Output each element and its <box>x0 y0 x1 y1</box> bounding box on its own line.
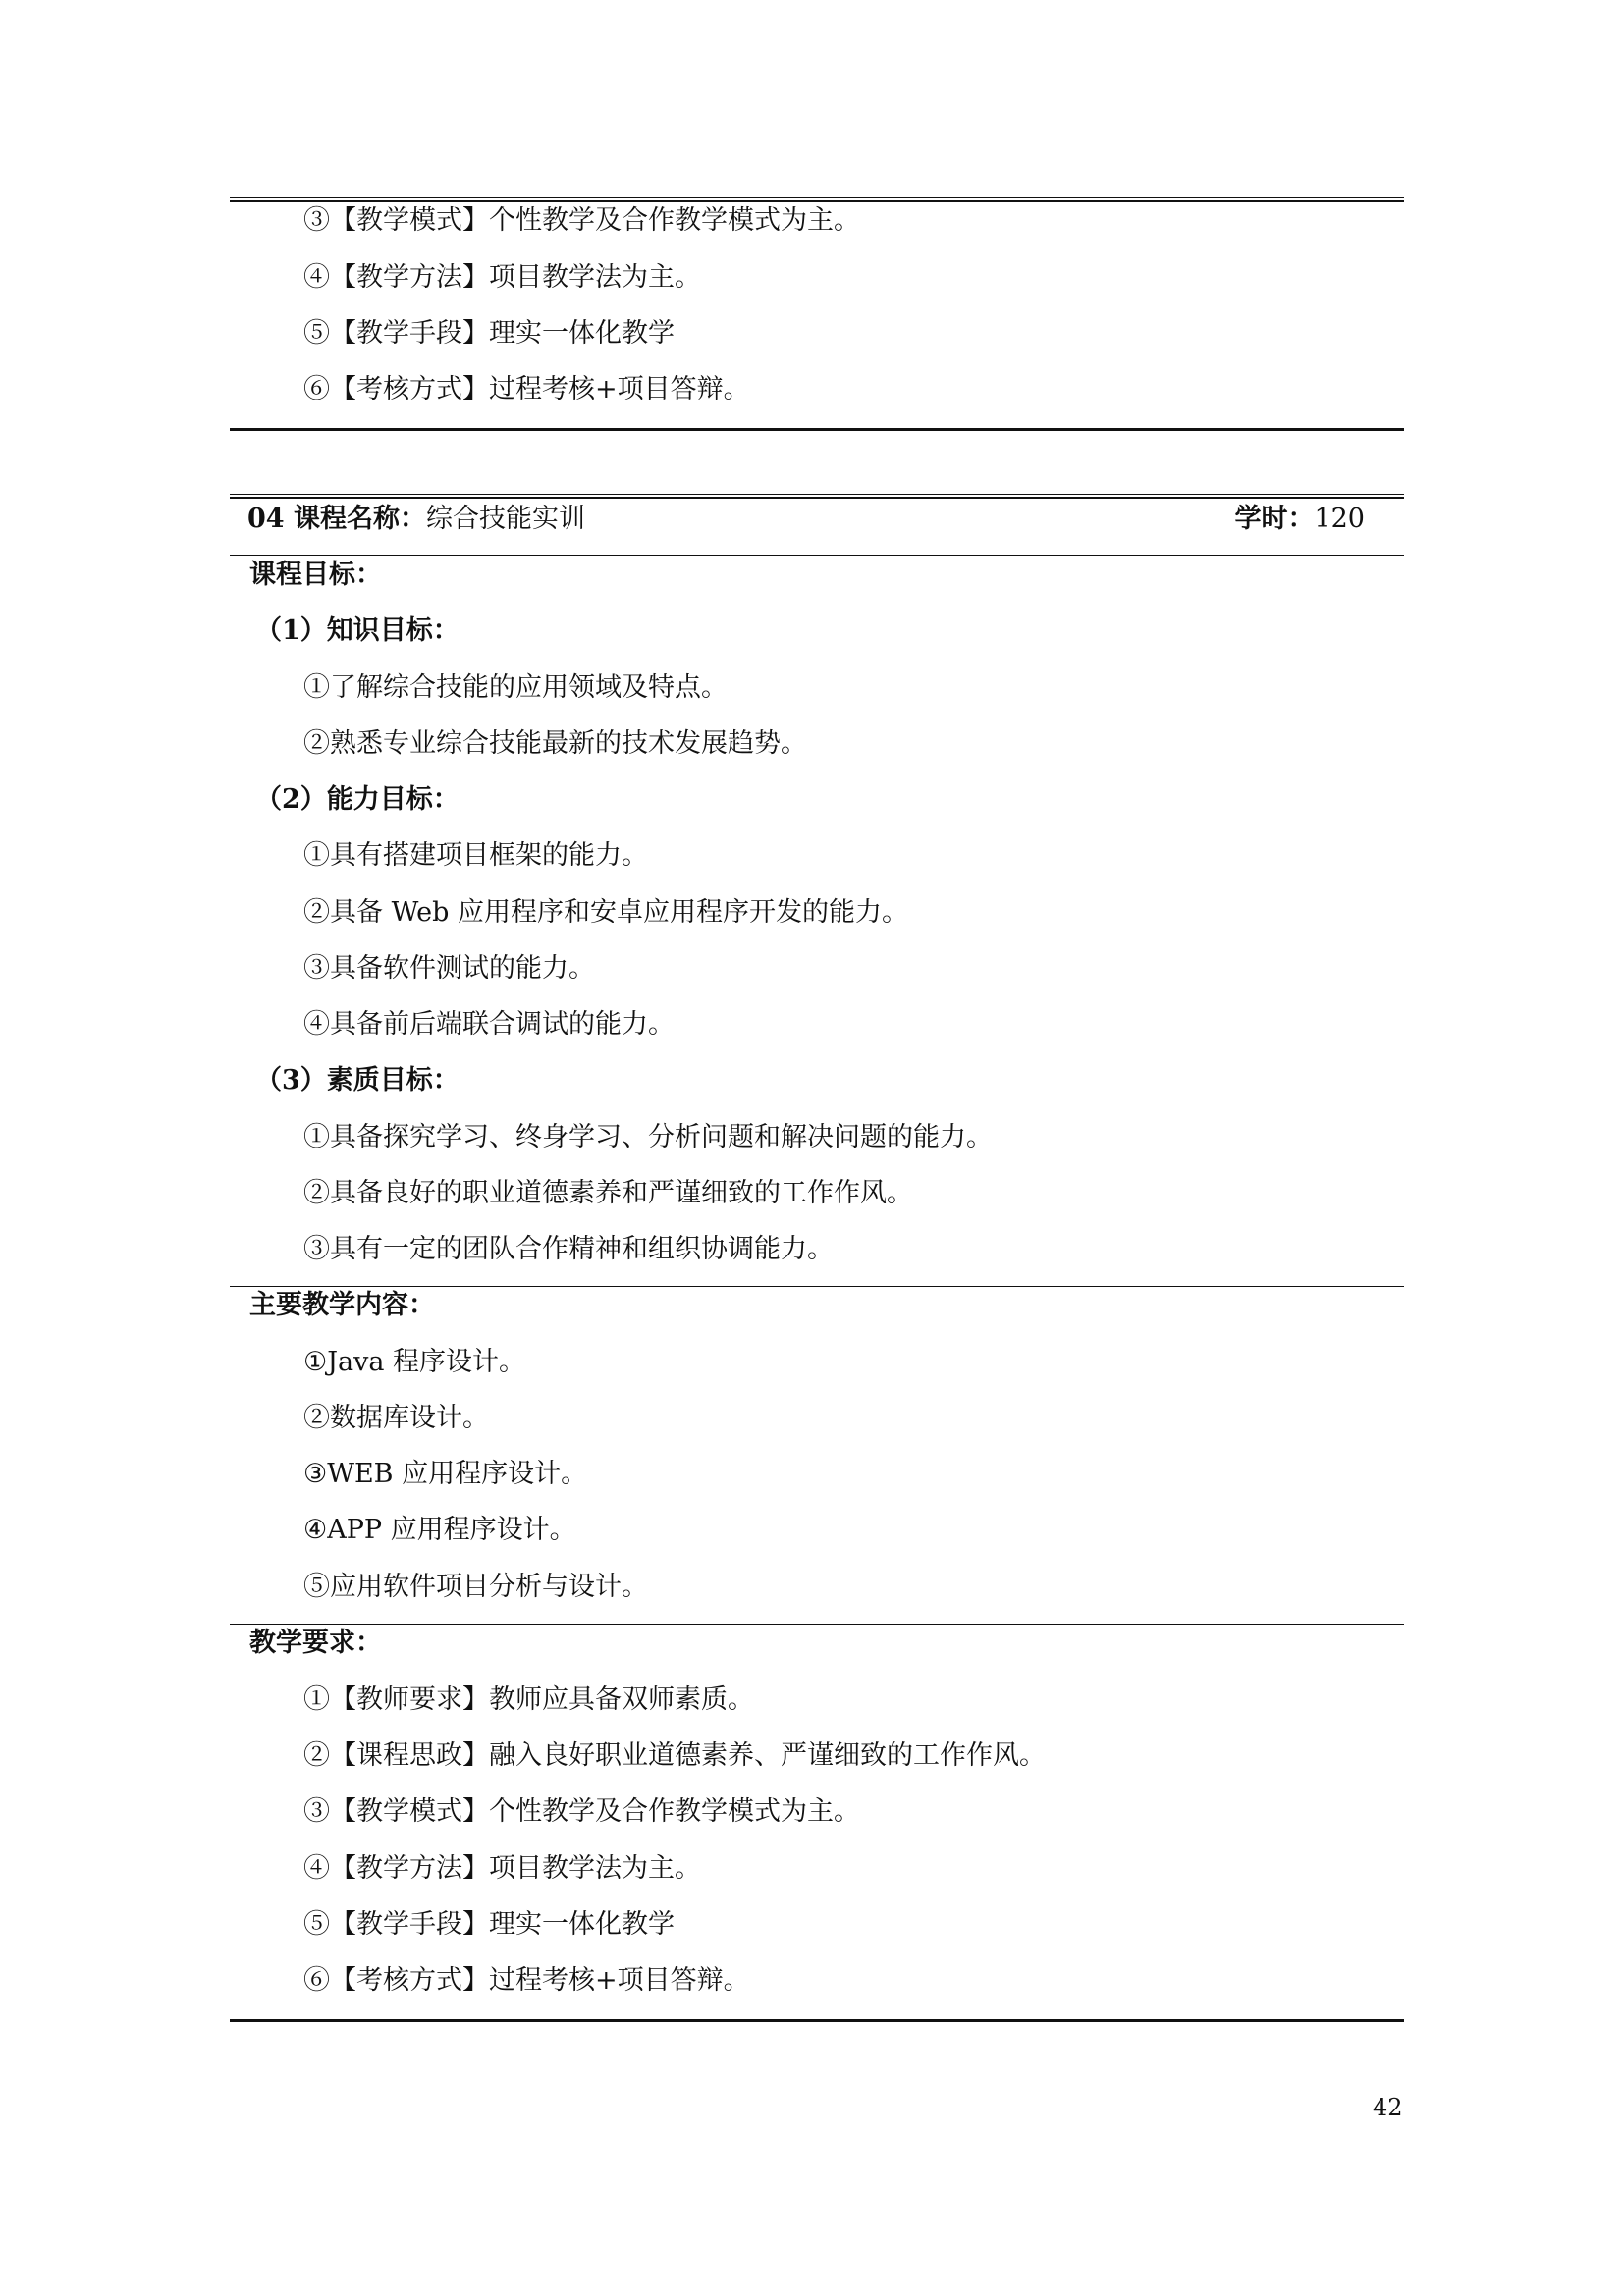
goals-heading: 课程目标： <box>249 560 382 590</box>
content-heading: 主要教学内容： <box>249 1290 435 1320</box>
list-item: ③【教学模式】个性教学及合作教学模式为主。 <box>303 1796 860 1827</box>
page-number: 42 <box>1373 2094 1403 2121</box>
list-item: ③【教学模式】个性教学及合作教学模式为主。 <box>303 205 860 236</box>
requirements-heading: 教学要求： <box>249 1628 382 1658</box>
course-table <box>230 0 1404 2042</box>
list-item: ④【教学方法】项目教学法为主。 <box>303 1853 701 1884</box>
list-item: ⑥【考核方式】过程考核+项目答辩。 <box>303 374 750 404</box>
course-bottom-rule <box>230 2019 1404 2022</box>
list-item: ⑤【教学手段】理实一体化教学 <box>303 318 675 348</box>
list-item: ②具备 Web 应用程序和安卓应用程序开发的能力。 <box>303 897 908 928</box>
knowledge-heading: （1）知识目标： <box>255 615 460 646</box>
quality-heading: （3）素质目标： <box>255 1065 460 1095</box>
hours-label: 学时： <box>1234 504 1315 534</box>
hours-value: 120 <box>1314 504 1365 534</box>
list-item: ①了解综合技能的应用领域及特点。 <box>303 672 728 703</box>
list-item: ④具备前后端联合调试的能力。 <box>303 1009 675 1040</box>
list-item: ①具备探究学习、终身学习、分析问题和解决问题的能力。 <box>303 1122 993 1152</box>
row-divider <box>230 1286 1404 1287</box>
list-item: ①具有搭建项目框架的能力。 <box>303 840 648 871</box>
course-hours <box>1234 503 1365 536</box>
course-title-row <box>247 503 1365 536</box>
list-item: ③具有一定的团队合作精神和组织协调能力。 <box>303 1234 834 1264</box>
list-item: ③WEB 应用程序设计。 <box>303 1459 588 1489</box>
row-divider <box>230 555 1404 556</box>
list-item: ③具备软件测试的能力。 <box>303 953 595 984</box>
list-item: ①Java 程序设计。 <box>303 1347 526 1377</box>
course-top-double-rule <box>230 494 1404 499</box>
list-item: ⑤应用软件项目分析与设计。 <box>303 1572 648 1602</box>
list-item: ②熟悉专业综合技能最新的技术发展趋势。 <box>303 728 807 759</box>
list-item: ⑥【考核方式】过程考核+项目答辩。 <box>303 1965 750 1996</box>
ability-heading: （2）能力目标： <box>255 784 460 815</box>
list-item: ②具备良好的职业道德素养和严谨细致的工作作风。 <box>303 1178 913 1208</box>
list-item: ②【课程思政】融入良好职业道德素养、严谨细致的工作作风。 <box>303 1740 1046 1771</box>
row-divider <box>230 1624 1404 1625</box>
list-item: ②数据库设计。 <box>303 1403 489 1433</box>
list-item: ④APP 应用程序设计。 <box>303 1515 576 1545</box>
list-item: ⑤【教学手段】理实一体化教学 <box>303 1909 675 1940</box>
list-item: ①【教师要求】教师应具备双师素质。 <box>303 1684 754 1715</box>
list-item: ④【教学方法】项目教学法为主。 <box>303 262 701 293</box>
course-title-label: 04 课程名称： <box>247 504 426 534</box>
course-title-value: 综合技能实训 <box>425 504 585 534</box>
